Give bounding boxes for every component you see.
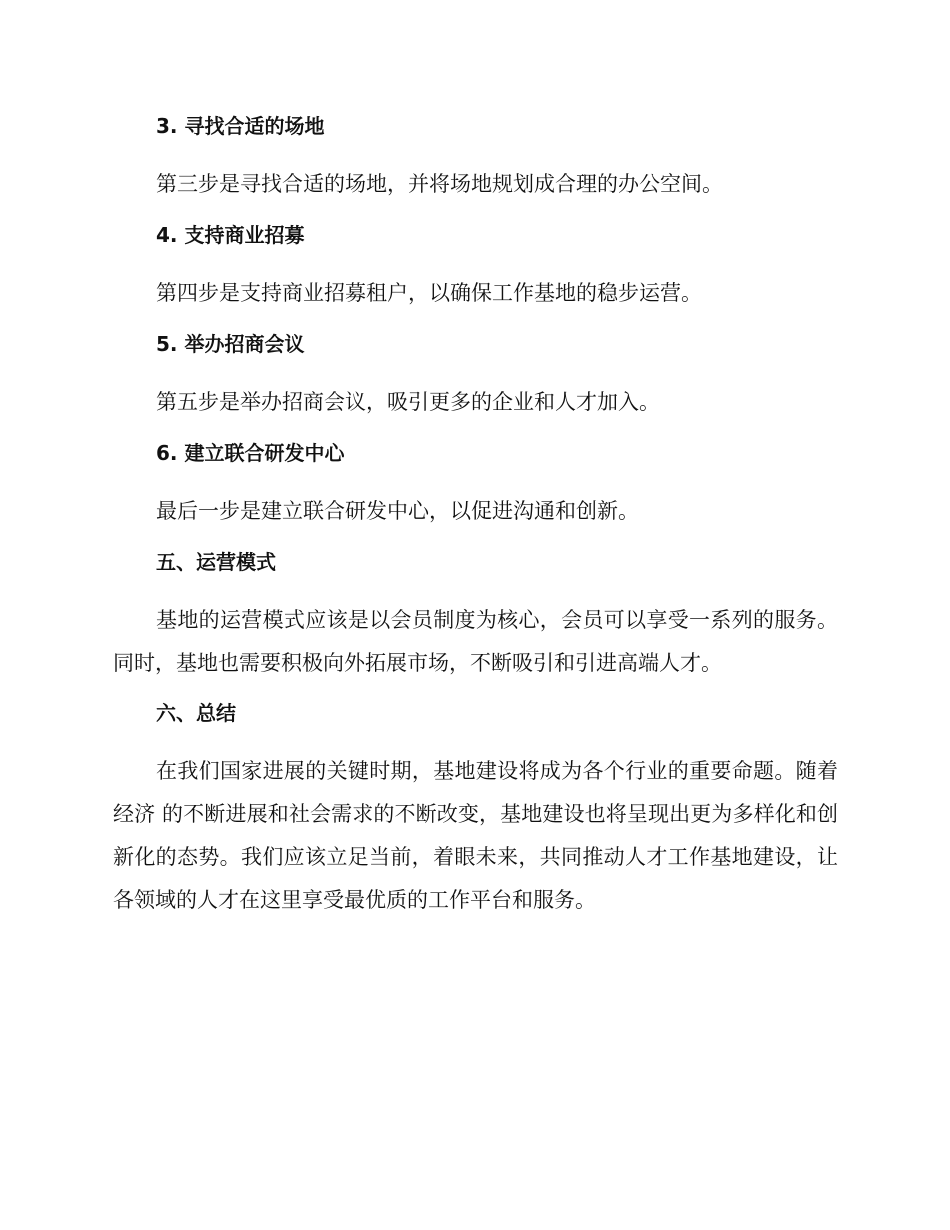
- section-heading-6: 6. 建立联合研发中心: [156, 441, 345, 465]
- section-paragraph-5: 第五步是举办招商会议，吸引更多的企业和人才加入。: [156, 390, 660, 414]
- section-paragraph-4: 第四步是支持商业招募租户，以确保工作基地的稳步运营。: [156, 281, 702, 305]
- section-heading-4: 4. 支持商业招募: [156, 223, 305, 247]
- section-paragraph-operation-model: 基地的运营模式应该是以会员制度为核心，会员可以享受一系列的服务。同时，基地也需要积极向外拓展市场，不断吸引和引进高端人才。: [113, 608, 838, 675]
- document-body: [113, 108, 838, 932]
- section-heading-summary: 六、总结: [156, 701, 236, 725]
- section-paragraph-3: 第三步是寻找合适的场地，并将场地规划成合理的办公空间。: [156, 172, 723, 196]
- section-paragraph-summary: 在我们国家进展的关键时期，基地建设将成为各个行业的重要命题。随着经济 的不断进展和社会需求的不断改变，基地建设也将呈现出更为多样化和创新化的态势。我们应该立足当前，着眼未来，共同推动人才工作基地建设，让各领域的人才在这里享受最优质的工作平台和服务。: [113, 759, 838, 912]
- section-heading-5: 5. 举办招商会议: [156, 332, 305, 356]
- section-heading-3: 3. 寻找合适的场地: [156, 114, 325, 138]
- section-paragraph-6: 最后一步是建立联合研发中心，以促进沟通和创新。: [156, 499, 639, 523]
- section-heading-operation-model: 五、运营模式: [156, 550, 276, 574]
